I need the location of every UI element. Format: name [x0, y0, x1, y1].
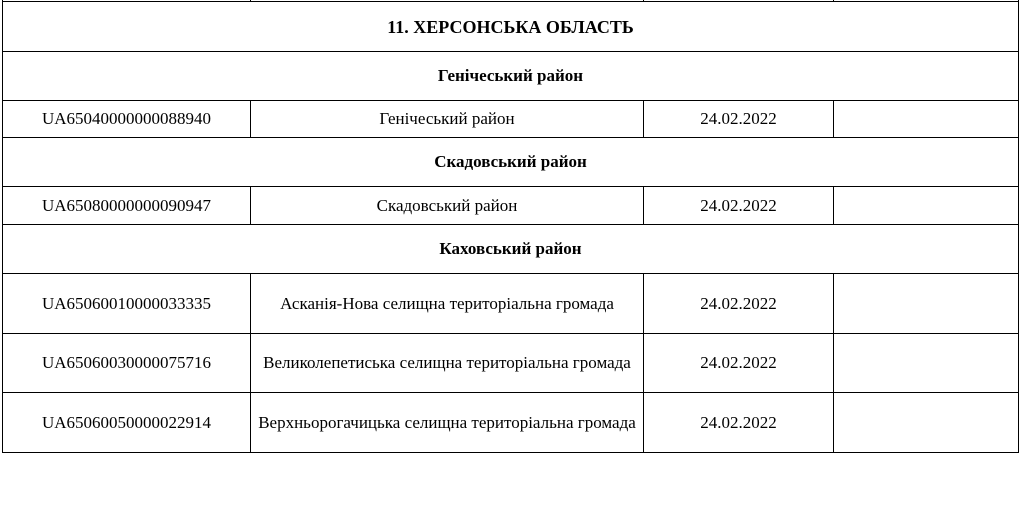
end-date — [834, 274, 1019, 334]
territory-code: UA65060050000022914 — [3, 393, 251, 453]
territory-code: UA65060010000033335 — [3, 274, 251, 334]
table-row — [3, 101, 1019, 138]
district-header-row — [3, 138, 1019, 187]
territory-name: Великолепетиська селищна територіальна громада — [251, 334, 644, 393]
occupation-date: 24.02.2022 — [644, 101, 834, 138]
end-date — [834, 393, 1019, 453]
end-date — [834, 334, 1019, 393]
occupation-date: 24.02.2022 — [644, 334, 834, 393]
territory-code: UA65060030000075716 — [3, 334, 251, 393]
district-title: Скадовський район — [3, 138, 1019, 187]
territory-name: Скадовський район — [251, 187, 644, 225]
table-row — [3, 187, 1019, 225]
table-row — [3, 274, 1019, 334]
table-row — [3, 393, 1019, 453]
district-header-row — [3, 225, 1019, 274]
territories-table — [2, 0, 1019, 453]
district-header-row — [3, 52, 1019, 101]
occupation-date: 24.02.2022 — [644, 274, 834, 334]
territory-name: Генічеський район — [251, 101, 644, 138]
region-title: 11. ХЕРСОНСЬКА ОБЛАСТЬ — [3, 2, 1019, 52]
territory-name: Асканія-Нова селищна територіальна громада — [251, 274, 644, 334]
occupation-date: 24.02.2022 — [644, 393, 834, 453]
territory-code: UA65080000000090947 — [3, 187, 251, 225]
district-title: Каховський район — [3, 225, 1019, 274]
region-header-row — [3, 2, 1019, 52]
territory-name: Верхньорогачицька селищна територіальна громада — [251, 393, 644, 453]
end-date — [834, 187, 1019, 225]
table-row — [3, 334, 1019, 393]
territory-code: UA65040000000088940 — [3, 101, 251, 138]
end-date — [834, 101, 1019, 138]
district-title: Генічеський район — [3, 52, 1019, 101]
occupation-date: 24.02.2022 — [644, 187, 834, 225]
